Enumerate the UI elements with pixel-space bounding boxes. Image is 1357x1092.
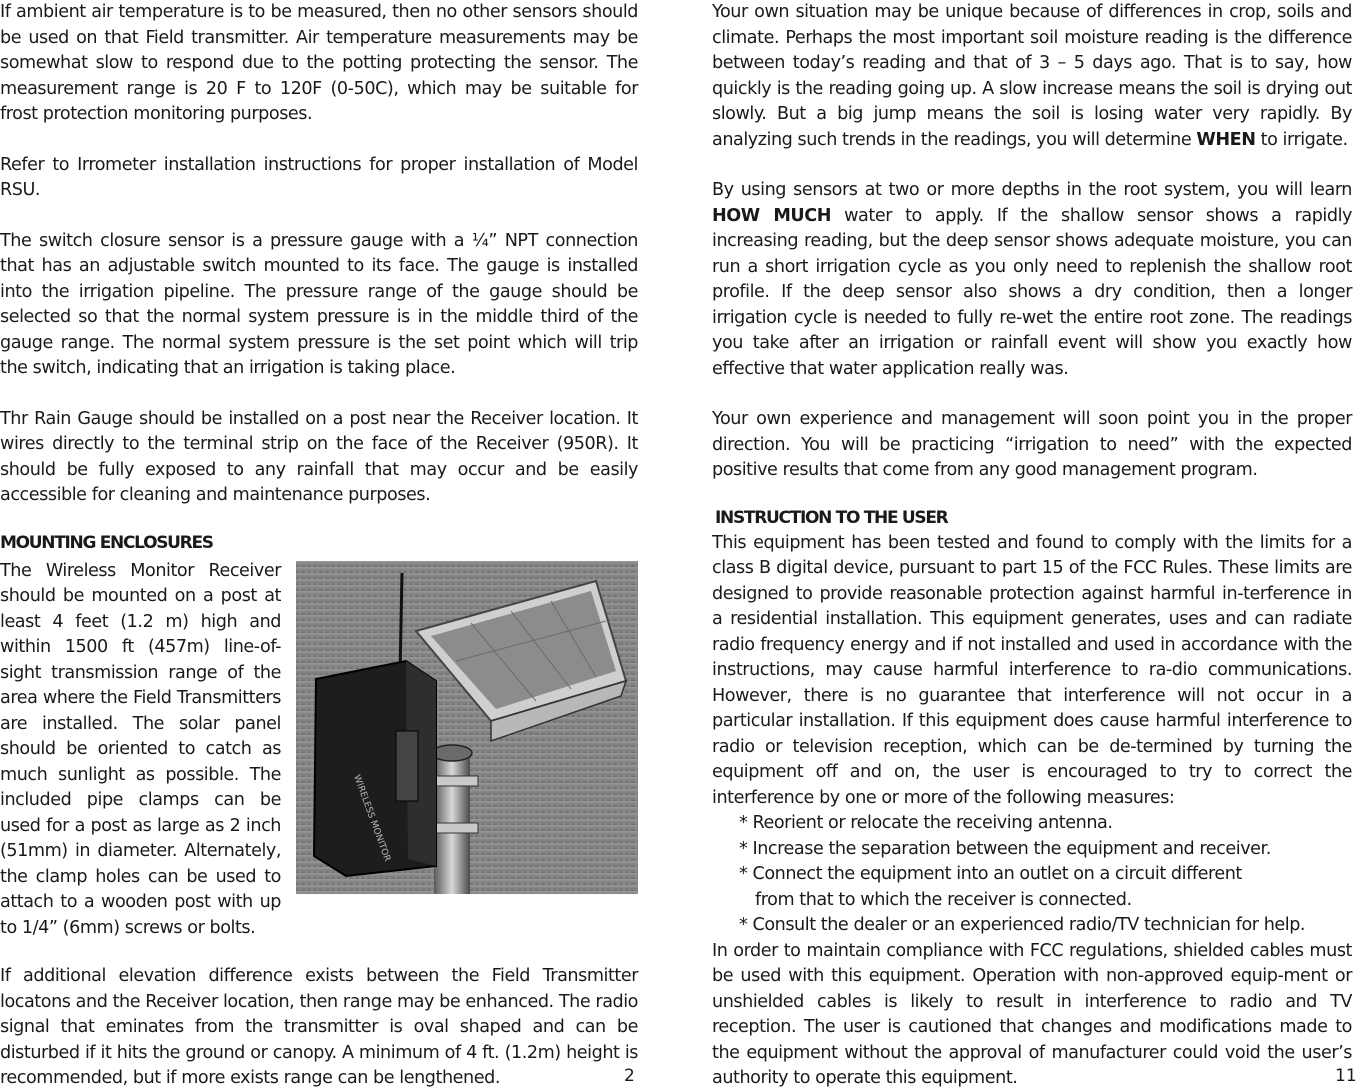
trend-paragraph: Your own situation may be unique because of differences in crop, soils and climate. Perhaps the most important soil moisture reading is the difference between today’s reading and that of 3 – 5 days ago. That is to say, how quickly is the reading going up. A slow increase means the soil is drying out slowly. But a big jump means the soil is losing water very rapidly. By analyzing such trends in the readings, you will determine WHEN to irrigate. — [712, 2, 1352, 150]
experience-paragraph: Your own experience and management will soon point you in the proper direction. You will be practicing “irrigation to need” with the expected positive results that come from any good management program. — [712, 409, 1352, 480]
fcc-intro-paragraph: This equipment has been tested and found to comply with the limits for a class B digital device, pursuant to part 15 of the FCC Rules. These limits are designed to provide reasonable protection against harmful in-terference in a residential installation. This equipment generates, uses and can radiate radio frequency energy and if not installed and used in accordance with the instructions, may cause harmful interference to ra-dio communications. However, there is no guarantee that interference will not occur in a particular installation. If this equipment does cause harmful interference to radio or television reception, which can be de-termined by turning the equipment off and on, the user is encouraged to try to correct the interference by one or more of the following measures: — [712, 532, 1352, 808]
air-temperature-paragraph: If ambient air temperature is to be measured, then no other sensors should be used on that Field transmitter. Air temperature measurements may be somewhat slow to respond due to the potting protecting the sensor. The measurement range is 20 F to 120F (0-50C), which may be suitable for frost protection monitoring purposes. — [0, 2, 638, 124]
fcc-measure-1: * Reorient or relocate the receiving antenna. — [739, 813, 1113, 833]
mounting-enclosures-heading: MOUNTING ENCLOSURES — [0, 532, 213, 553]
fcc-measure-3: * Connect the equipment into an outlet on a circuit different — [739, 864, 1242, 884]
page-number-left: 2 — [624, 1066, 635, 1086]
fcc-measure-3-cont: from that to which the receiver is connected. — [755, 889, 1132, 910]
fcc-outro-paragraph: In order to maintain compliance with FCC regulations, shielded cables must be used with this equipment. Operation with non-approved equip-ment or unshielded cables is likely to result in interference to radio and TV reception. The user is cautioned that changes and modifications made to the equipment without the approval of manufacturer could void the user’s authority to operate this equipment. — [712, 940, 1352, 1088]
elevation-paragraph: If additional elevation difference exists between the Field Transmitter locatons and the Receiver location, then range may be enhanced. The radio signal that eminates from the transmitter is oval shaped and can be disturbed if it hits the ground or canopy. A minimum of 4 ft. (1.2m) height is recommended, but if more exists range can be lengthened. — [0, 966, 638, 1088]
receiver-photo — [296, 561, 638, 894]
fcc-measure-4: * Consult the dealer or an experienced radio/TV technician for help. — [739, 915, 1306, 935]
fcc-measure-2: * Increase the separation between the equipment and receiver. — [739, 838, 1271, 859]
page-number-right: 11 — [1335, 1066, 1357, 1086]
left-page — [0, 0, 638, 1088]
mounting-paragraph: The Wireless Monitor Receiver should be mounted on a post at least 4 feet (1.2 m) high and within 1500 ft (457m) line-of-sight transmission range of the area where the Field Transmitters are installed. The solar panel should be oriented to catch as much sunlight as possible. The included pipe clamps can be used for a post as large as 2 inch (51mm) in diameter. Alternately, the clamp holes can be used to attach to a wooden post with up to 1/4” (6mm) screws or bolts. — [0, 560, 281, 938]
rsu-paragraph: Refer to Irrometer installation instructions for proper installation of Model RSU. — [0, 154, 638, 200]
mounting-section — [0, 559, 638, 959]
instruction-heading: INSTRUCTION TO THE USER — [715, 507, 948, 528]
photo-label: WIRELESS MONITOR — [351, 773, 392, 863]
switch-closure-paragraph: The switch closure sensor is a pressure gauge with a ¼” NPT connection that has an adjustable switch mounted to its face. The gauge is installed into the irrigation pipeline. The pressure range of the gauge should be selected so that the normal system pressure is in the middle third of the gauge range. The normal system pressure is the set point which will trip the switch, indicating that an irrigation is taking place. — [0, 230, 638, 378]
right-page — [712, 0, 1357, 1092]
rain-gauge-paragraph: Thr Rain Gauge should be installed on a post near the Receiver location. It wires directly to the terminal strip on the face of the Receiver (950R). It should be fully exposed to any rainfall that may occur and be easily accessible for cleaning and maintenance purposes. — [0, 408, 638, 505]
depth-paragraph: By using sensors at two or more depths in the root system, you will learn HOW MUCH water to apply. If the shallow sensor shows a rapidly increasing reading, but the deep sensor shows adequate moisture, you can run a short irrigation cycle as you only need to replenish the shallow root profile. If the deep sensor also shows a dry condition, then a longer irrigation cycle is needed to fully re-wet the entire root zone. The readings you take after an irrigation or rainfall event will show you exactly how effective that water application really was. — [712, 180, 1352, 379]
